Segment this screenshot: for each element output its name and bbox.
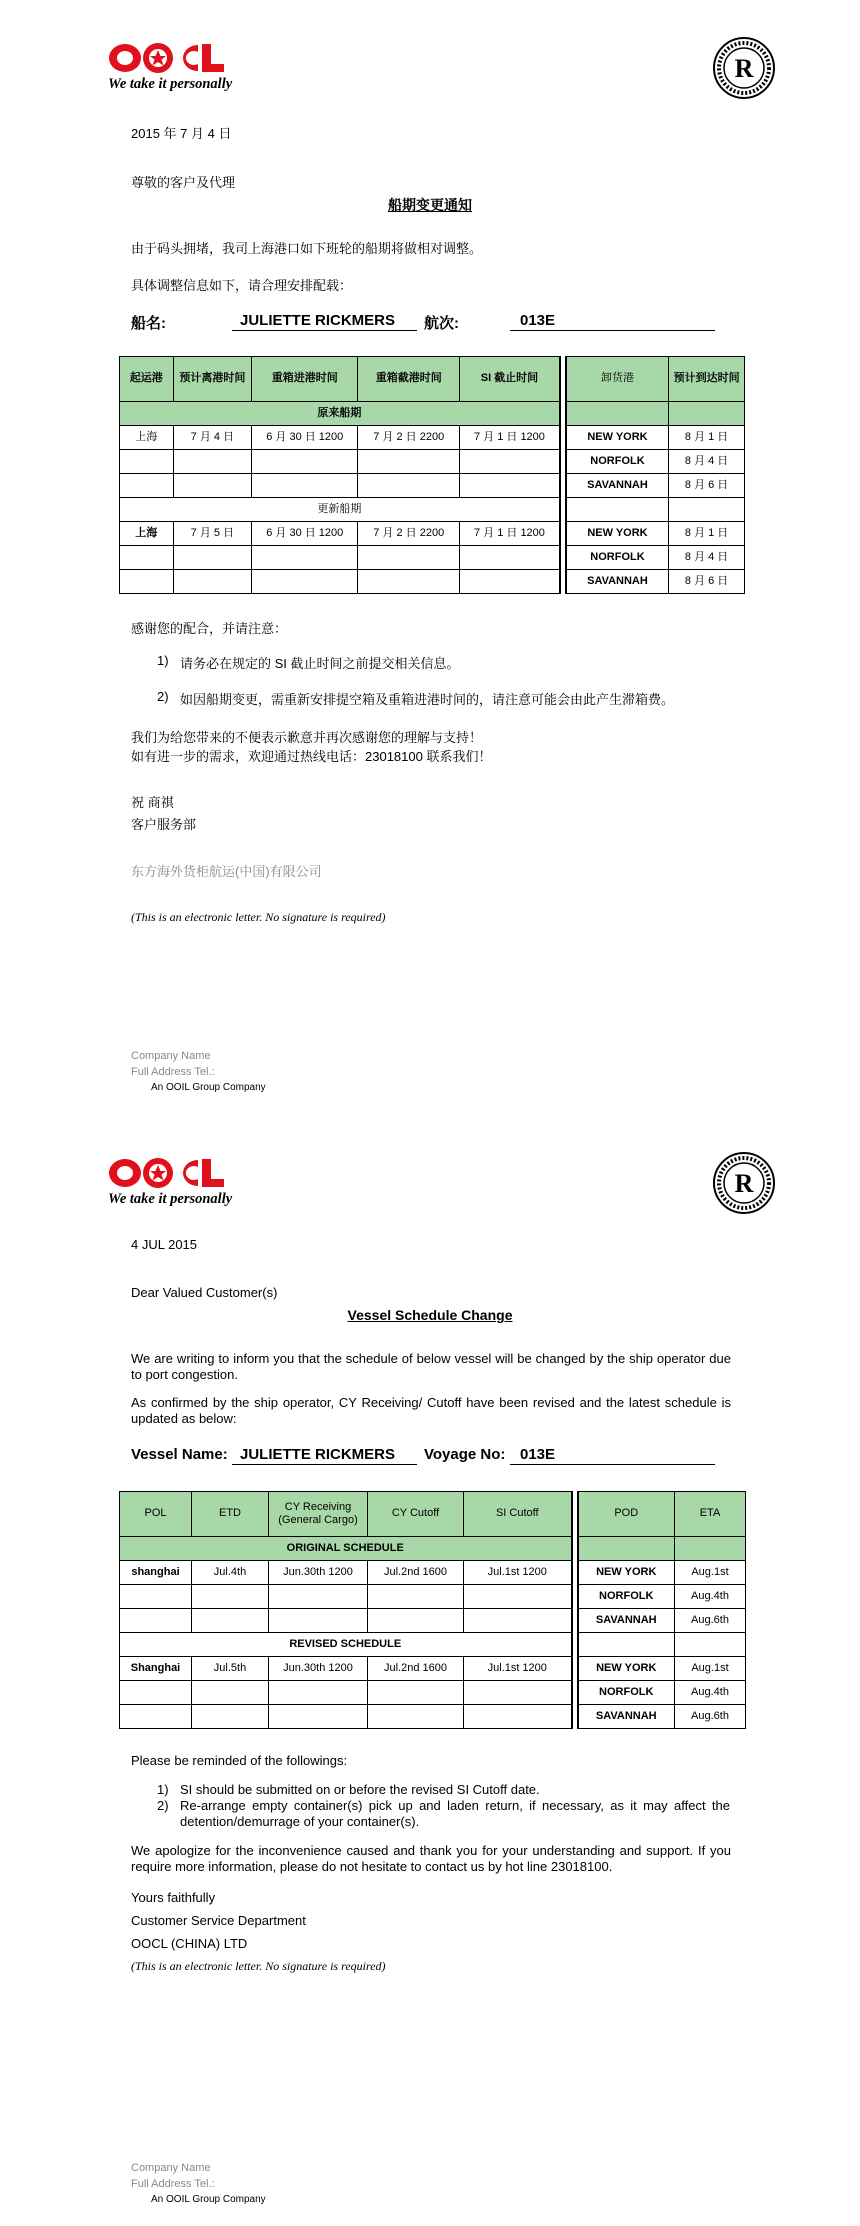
table-row [120,546,745,570]
band-revised: REVISED SCHEDULE [120,1633,572,1657]
greeting: 尊敬的客户及代理 [131,175,236,190]
closing-department: 客户服务部 [131,817,197,832]
cell-cy-cutoff: Jul.2nd 1600 [368,1657,464,1681]
cell-eta: Aug.1st [675,1561,746,1585]
cell-pol: Shanghai [120,1657,192,1681]
cell-pod: NEW YORK [578,1657,675,1681]
table-row [120,1705,746,1729]
table-row [120,1609,746,1633]
cell-cy-receiving: 6 月 30 日 1200 [252,426,358,450]
closing-department: Customer Service Department [131,1913,306,1928]
note-detention: 如因船期变更，需重新安排提空箱及重箱进港时间的，请注意可能会由此产生滞箱费。 [180,692,675,707]
table-row [120,426,745,450]
note-detention: Re-arrange empty container(s) pick up and laden return, if necessary, as it may affect the detention/demurrage of your container(s). [180,1798,730,1829]
cell-cy-receiving: Jun.30th 1200 [269,1561,368,1585]
cell-cy-receiving: Jun.30th 1200 [269,1657,368,1681]
header-pod: POD [578,1492,675,1537]
instruction-paragraph: 具体调整信息如下，请合理安排配载： [131,278,353,293]
cell-eta: 8 月 6 日 [669,474,745,498]
cell-cy-cutoff: 7 月 2 日 2200 [358,522,460,546]
footer-company: Company Name [131,2162,211,2174]
cell-si-cutoff: Jul.1st 1200 [464,1561,572,1585]
voyage-label: 航次: [424,315,459,332]
tagline: We take it personally [108,76,233,92]
electronic-note: (This is an electronic letter. No signature is required) [131,910,386,924]
cell-si-cutoff: Jul.1st 1200 [464,1657,572,1681]
band-row [120,402,745,426]
apology-text: We apologize for the inconvenience caused and thank you for your understanding and support. If you require more information, please do not hesitate to contact us by hot line 23018100. [131,1843,731,1874]
cell-pol: 上海 [120,522,174,546]
cell-pod: NORFOLK [578,1681,675,1705]
vessel-name: JULIETTE RICKMERS [232,312,417,331]
instruction-paragraph: As confirmed by the ship operator, CY Receiving/ Cutoff have been revised and the latest schedule is updated as below: [131,1395,731,1426]
band-original: 原来船期 [120,402,560,426]
schedule-table-en [119,1491,746,1729]
page-title: 船期变更通知 [388,197,472,213]
table-row [120,1585,746,1609]
footer-address: Full Address Tel.: [131,1066,215,1078]
cell-pod: NORFOLK [566,546,669,570]
footer-group: An OOIL Group Company [151,1082,266,1093]
cell-pod: SAVANNAH [578,1609,675,1633]
svg-text:R: R [734,1169,754,1198]
cell-eta: Aug.6th [675,1609,746,1633]
band-row [120,1633,746,1657]
closing-regards: 祝 商祺 [131,795,174,810]
electronic-note: (This is an electronic letter. No signature is required) [131,1959,386,1973]
footer-address: Full Address Tel.: [131,2178,215,2190]
band-row [120,1537,746,1561]
note-number: 1) [157,653,169,668]
table-row [120,1657,746,1681]
cell-eta: Aug.6th [675,1705,746,1729]
header-eta: 预计到达时间 [669,357,745,402]
voyage-number: 013E [510,312,715,331]
cell-cy-receiving: 6 月 30 日 1200 [252,522,358,546]
table-header-row [120,1492,746,1537]
cell-eta: 8 月 4 日 [669,546,745,570]
note-si: SI should be submitted on or before the revised SI Cutoff date. [180,1782,540,1797]
lloyds-seal-icon [712,36,776,100]
band-original: ORIGINAL SCHEDULE [120,1537,572,1561]
band-revised: 更新船期 [120,498,560,522]
table-row [120,450,745,474]
cell-eta: 8 月 4 日 [669,450,745,474]
cell-cy-cutoff: 7 月 2 日 2200 [358,426,460,450]
header-si-cutoff: SI Cutoff [464,1492,572,1537]
header-cy-cutoff: CY Cutoff [368,1492,464,1537]
cell-eta: Aug.4th [675,1585,746,1609]
voyage-label: Voyage No: [424,1446,506,1463]
note-number: 1) [157,1782,169,1797]
cell-pod: NORFOLK [566,450,669,474]
cell-pol: 上海 [120,426,174,450]
company-name: 东方海外货柜航运(中国)有限公司 [131,864,322,879]
greeting: Dear Valued Customer(s) [131,1285,278,1300]
cell-etd: Jul.5th [192,1657,269,1681]
closing-regards: Yours faithfully [131,1890,216,1905]
cell-etd: Jul.4th [192,1561,269,1585]
letter-date: 4 JUL 2015 [131,1237,198,1252]
cell-si-cutoff: 7 月 1 日 1200 [460,426,560,450]
cell-pod: NEW YORK [566,522,669,546]
header-etd: ETD [192,1492,269,1537]
voyage-number: 013E [510,1446,715,1465]
table-header-row [120,357,745,402]
cell-pod: NEW YORK [566,426,669,450]
header-cy-cutoff: 重箱截港时间 [358,357,460,402]
letter-date: 2015 年 7 月 4 日 [131,126,232,141]
table-row [120,474,745,498]
cell-eta: 8 月 1 日 [669,522,745,546]
lloyds-seal-icon [712,1151,776,1215]
company-name: OOCL (CHINA) LTD [131,1936,248,1951]
cell-pod: NEW YORK [578,1561,675,1585]
cell-eta: Aug.1st [675,1657,746,1681]
cell-eta: 8 月 1 日 [669,426,745,450]
cell-pod: SAVANNAH [566,570,669,594]
vessel-name: JULIETTE RICKMERS [232,1446,417,1465]
page-title: Vessel Schedule Change [347,1307,513,1323]
cell-pod: SAVANNAH [578,1705,675,1729]
cell-eta: Aug.4th [675,1681,746,1705]
hotline-text: 如有进一步的需求，欢迎通过热线电话：23018100 联系我们！ [131,749,492,764]
header-cy-receiving: CY Receiving (General Cargo) [269,1492,368,1537]
header-si-cutoff: SI 截止时间 [460,357,560,402]
cell-etd: 7 月 5 日 [173,522,252,546]
vessel-label: Vessel Name: [131,1446,228,1463]
reminder-text: Please be reminded of the followings: [131,1753,348,1768]
intro-paragraph: We are writing to inform you that the schedule of below vessel will be changed by the ship operator due to port congestion. [131,1351,731,1382]
table-row [120,1681,746,1705]
note-number: 2) [157,689,169,704]
band-row [120,498,745,522]
cell-si-cutoff: 7 月 1 日 1200 [460,522,560,546]
header-pod: 卸货港 [566,357,669,402]
header-pol: 起运港 [120,357,174,402]
page-english [0,1113,860,2226]
cell-etd: 7 月 4 日 [173,426,252,450]
note-si: 请务必在规定的 SI 截止时间之前提交相关信息。 [180,656,460,671]
table-row [120,1561,746,1585]
cell-pol: shanghai [120,1561,192,1585]
footer-group: An OOIL Group Company [151,2194,266,2205]
header-eta: ETA [675,1492,746,1537]
cell-cy-cutoff: Jul.2nd 1600 [368,1561,464,1585]
apology-text: 我们为给您带来的不便表示歉意并再次感谢您的理解与支持！ [131,730,483,745]
table-row [120,570,745,594]
footer-company: Company Name [131,1050,211,1062]
vessel-label: 船名: [131,315,166,332]
intro-paragraph: 由于码头拥堵，我司上海港口如下班轮的船期将做相对调整。 [131,241,483,256]
svg-text:R: R [734,54,754,83]
table-row [120,522,745,546]
tagline: We take it personally [108,1191,233,1207]
header-etd: 预计离港时间 [173,357,252,402]
schedule-table-cn [119,356,745,594]
header-cy-receiving: 重箱进港时间 [252,357,358,402]
cell-eta: 8 月 6 日 [669,570,745,594]
header-pol: POL [120,1492,192,1537]
thanks-text: 感谢您的配合，并请注意： [131,621,288,636]
cell-pod: NORFOLK [578,1585,675,1609]
cell-pod: SAVANNAH [566,474,669,498]
note-number: 2) [157,1798,169,1813]
